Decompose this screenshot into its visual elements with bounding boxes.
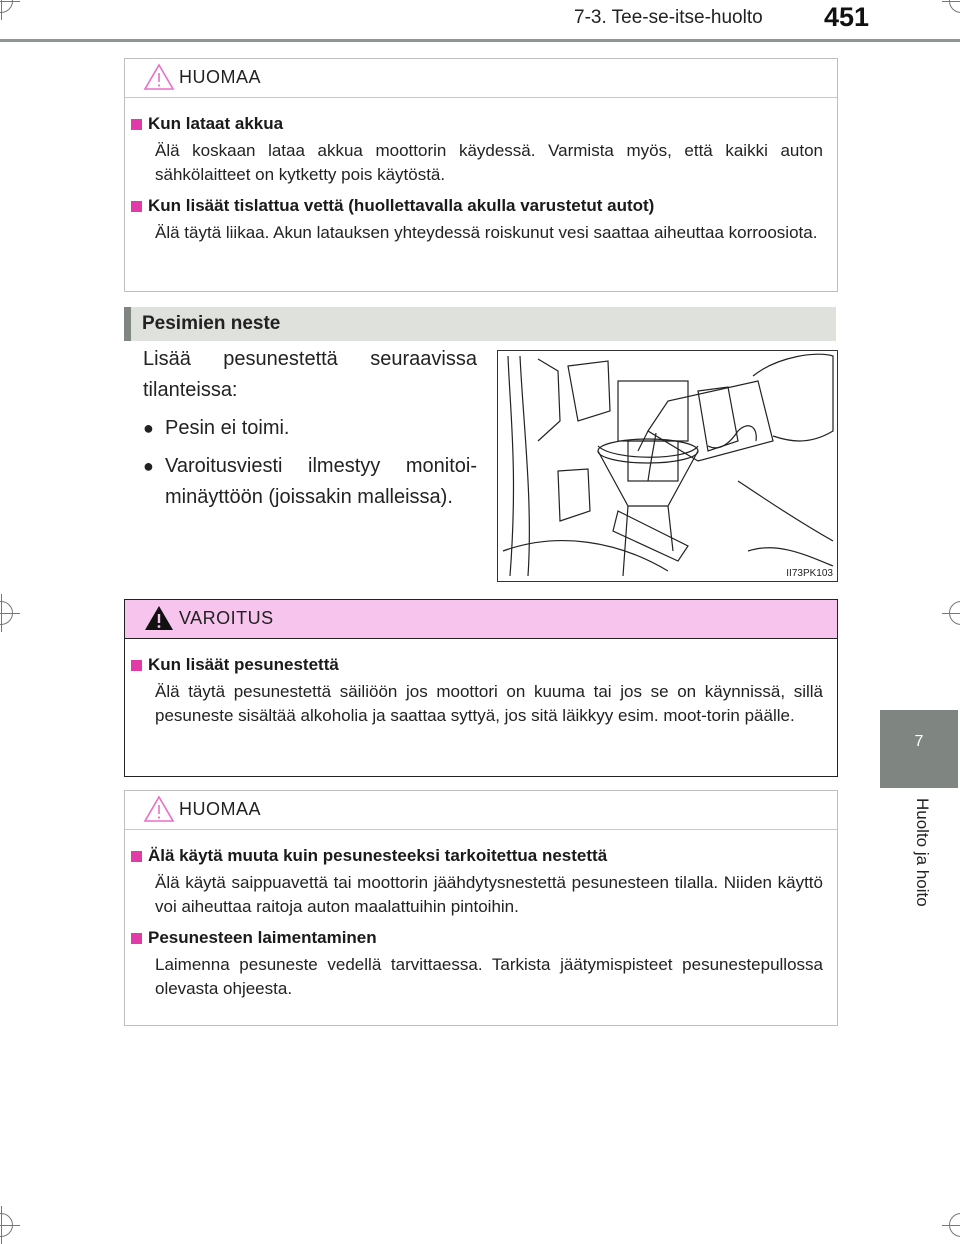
square-bullet-icon [131,933,142,944]
notice-box-bottom [124,790,838,1026]
notice-item-text: Älä käytä saippuavettä tai moottorin jäähdytysnestettä pesunesteen tilalla. Niiden käyttö voi aiheuttaa raitoja auton maalattuihin pintoihin. [155,873,823,916]
notice-header [125,59,837,98]
notice-item-title: Pesunesteen laimentaminen [131,928,823,948]
crop-mark [949,0,960,13]
warning-item-title: Kun lisäät pesunestettä [131,655,823,675]
figure-id: II73PK103 [786,568,833,579]
crop-mark [949,1213,960,1237]
intro-text [143,344,477,513]
warning-label: VAROITUS [179,608,274,628]
list-item: ● Pesin ei toimi. [143,413,477,444]
intro-lead: Lisää pesunestettä seuraavissa tilanteissa: [143,348,477,401]
chapter-label: Huolto ja hoito [913,798,932,907]
page-number: 451 [824,2,870,32]
notice-item-text: Älä täytä liikaa. Akun latauksen yhteydessä roiskunut vesi saattaa aiheuttaa korroosiota. [155,223,818,242]
section-title: 7-3. Tee-se-itse-huolto [574,7,763,28]
caution-outline-icon [143,63,175,91]
bullet-icon: ● [143,418,154,438]
section-heading-text: Pesimien neste [142,313,281,334]
warning-icon [143,604,175,632]
header-rule [0,39,960,42]
warning-header [125,600,837,639]
square-bullet-icon [131,660,142,671]
crop-mark [0,1213,13,1237]
engine-bay-drawing [498,351,837,581]
chapter-tab[interactable]: 7 [880,710,958,788]
square-bullet-icon [131,119,142,130]
square-bullet-icon [131,201,142,212]
notice-label: HUOMAA [179,67,262,87]
notice-item-text: Laimenna pesuneste vedellä tarvittaessa. Tarkista jäätymispisteet pesunestepullossa olevasta ohjeesta. [155,955,823,998]
warning-box [124,599,838,777]
notice-box-top [124,58,838,292]
washer-fluid-illustration [497,350,838,582]
crop-mark [0,0,13,13]
notice-item-text: Älä koskaan lataa akkua moottorin käydessä. Varmista myös, että kaikki auton sähkölaitteet on kytketty pois käytöstä. [155,141,823,184]
crop-mark [949,601,960,625]
notice-item-title: Kun lisäät tislattua vettä (huollettavalla akulla varustetut autot) [131,196,823,216]
notice-label: HUOMAA [179,799,262,819]
notice-item-title: Kun lataat akkua [131,114,823,134]
bullet-icon: ● [143,456,154,476]
section-heading [124,307,836,341]
notice-header [125,791,837,830]
notice-item-title: Älä käytä muuta kuin pesunesteeksi tarkoitettua nestettä [131,846,823,866]
list-item: ● Varoitusviesti ilmestyy monitoi-minäyttöön (joissakin malleissa). [143,451,477,513]
crop-mark [0,601,13,625]
caution-outline-icon [143,795,175,823]
square-bullet-icon [131,851,142,862]
warning-item-text: Älä täytä pesunestettä säiliöön jos moottori on kuuma tai jos se on käynnissä, sillä pesuneste sisältää alkoholia ja saattaa syttyä, jos sitä läikkyy esim. moot-torin päälle. [155,682,823,725]
